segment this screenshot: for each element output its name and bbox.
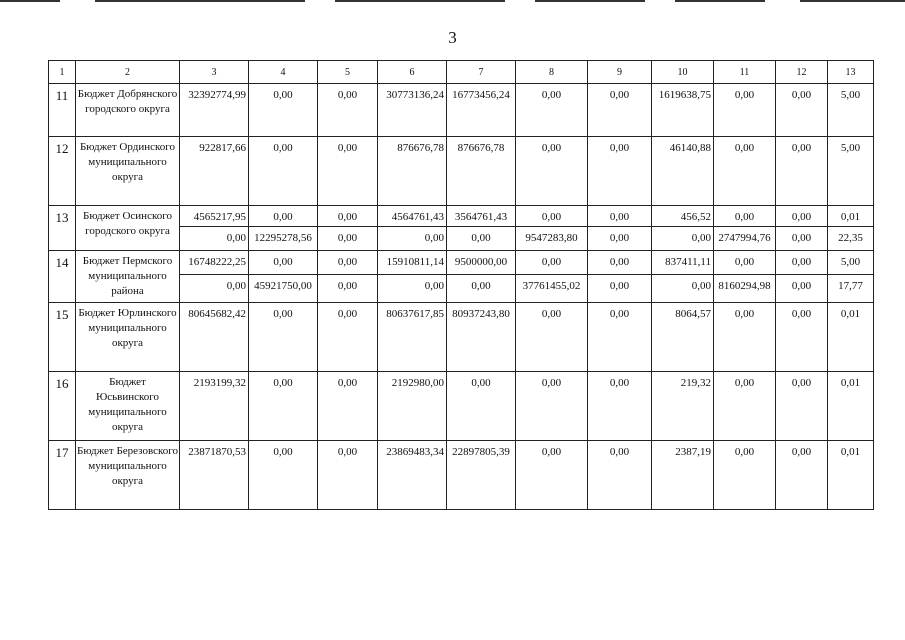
value-cell: 32392774,99: [180, 84, 249, 137]
row-number: 15: [49, 303, 76, 372]
value-cell: 922817,66: [180, 137, 249, 206]
value-cell: 0,00: [516, 372, 588, 441]
column-header: 2: [76, 61, 180, 84]
row-number: 11: [49, 84, 76, 137]
value-cell: 0,00: [516, 441, 588, 510]
top-border-segment: [800, 0, 905, 2]
value-cell: 0,00: [249, 303, 318, 372]
value-cell: 3564761,43: [447, 206, 516, 227]
value-cell: 2193199,32: [180, 372, 249, 441]
value-cell: 30773136,24: [378, 84, 447, 137]
value-cell: 0,00: [776, 137, 828, 206]
value-cell: 0,00: [776, 441, 828, 510]
value-cell: 2747994,76: [714, 227, 776, 251]
value-cell: 0,00: [588, 84, 652, 137]
value-cell: 0,00: [714, 206, 776, 227]
value-cell: 0,00: [447, 372, 516, 441]
column-header: 5: [318, 61, 378, 84]
value-cell: 0,00: [447, 227, 516, 251]
value-cell: 0,00: [776, 206, 828, 227]
column-header: 10: [652, 61, 714, 84]
value-cell: 0,00: [249, 206, 318, 227]
page-number: 3: [448, 28, 457, 47]
value-cell: 8160294,98: [714, 275, 776, 303]
value-cell: 0,00: [318, 275, 378, 303]
value-cell: 0,00: [516, 303, 588, 372]
value-cell: 5,00: [828, 84, 874, 137]
column-header: 7: [447, 61, 516, 84]
value-cell: 0,01: [828, 303, 874, 372]
column-header: 12: [776, 61, 828, 84]
table-body: [49, 84, 874, 510]
value-cell: 0,00: [776, 303, 828, 372]
value-cell: 0,00: [180, 227, 249, 251]
value-cell: 0,00: [652, 275, 714, 303]
column-header: 13: [828, 61, 874, 84]
value-cell: 876676,78: [447, 137, 516, 206]
table-row: [49, 206, 874, 227]
value-cell: 0,00: [776, 372, 828, 441]
value-cell: 0,00: [588, 372, 652, 441]
value-cell: 0,00: [588, 227, 652, 251]
top-border-segment: [95, 0, 305, 2]
value-cell: 0,00: [714, 84, 776, 137]
value-cell: 0,00: [378, 227, 447, 251]
row-number: 13: [49, 206, 76, 251]
value-cell: 0,00: [318, 206, 378, 227]
value-cell: 0,00: [776, 227, 828, 251]
value-cell: 0,00: [516, 137, 588, 206]
value-cell: 45921750,00: [249, 275, 318, 303]
table-header: [49, 61, 874, 84]
value-cell: 2387,19: [652, 441, 714, 510]
value-cell: 80645682,42: [180, 303, 249, 372]
budget-name: Бюджет Юрлинского муниципального округа: [76, 303, 180, 372]
value-cell: 0,00: [588, 206, 652, 227]
value-cell: 0,00: [249, 441, 318, 510]
value-cell: 0,00: [714, 251, 776, 275]
budget-name: Бюджет Осинского городского округа: [76, 206, 180, 251]
value-cell: 0,00: [378, 275, 447, 303]
value-cell: 5,00: [828, 251, 874, 275]
value-cell: 0,00: [588, 275, 652, 303]
table-row: [49, 137, 874, 206]
top-border-segment: [675, 0, 765, 2]
value-cell: 0,00: [318, 441, 378, 510]
column-header: 3: [180, 61, 249, 84]
row-number: 17: [49, 441, 76, 510]
value-cell: 23869483,34: [378, 441, 447, 510]
value-cell: 16773456,24: [447, 84, 516, 137]
value-cell: 0,00: [588, 441, 652, 510]
value-cell: 0,00: [318, 84, 378, 137]
value-cell: 0,00: [249, 137, 318, 206]
value-cell: 5,00: [828, 137, 874, 206]
row-number: 12: [49, 137, 76, 206]
value-cell: 9547283,80: [516, 227, 588, 251]
value-cell: 37761455,02: [516, 275, 588, 303]
value-cell: 9500000,00: [447, 251, 516, 275]
value-cell: 0,00: [180, 275, 249, 303]
table-row: [49, 251, 874, 275]
column-header: 11: [714, 61, 776, 84]
row-number: 14: [49, 251, 76, 303]
value-cell: 4564761,43: [378, 206, 447, 227]
value-cell: 0,00: [516, 251, 588, 275]
value-cell: 2192980,00: [378, 372, 447, 441]
value-cell: 80637617,85: [378, 303, 447, 372]
budget-name: Бюджет Добрянского городского округа: [76, 84, 180, 137]
budget-name: Бюджет Березовского муниципального округа: [76, 441, 180, 510]
value-cell: 0,00: [714, 137, 776, 206]
value-cell: 0,00: [318, 137, 378, 206]
value-cell: 12295278,56: [249, 227, 318, 251]
value-cell: 46140,88: [652, 137, 714, 206]
table-row: [49, 441, 874, 510]
value-cell: 0,00: [714, 441, 776, 510]
table-row: [49, 84, 874, 137]
value-cell: 0,00: [714, 303, 776, 372]
table-row: [49, 303, 874, 372]
value-cell: 219,32: [652, 372, 714, 441]
value-cell: 0,00: [318, 372, 378, 441]
value-cell: 0,00: [776, 84, 828, 137]
value-cell: 0,00: [318, 303, 378, 372]
value-cell: 1619638,75: [652, 84, 714, 137]
value-cell: 0,00: [318, 251, 378, 275]
value-cell: 0,01: [828, 372, 874, 441]
value-cell: 0,00: [249, 84, 318, 137]
value-cell: 0,00: [249, 372, 318, 441]
value-cell: 80937243,80: [447, 303, 516, 372]
value-cell: 0,00: [447, 275, 516, 303]
value-cell: 15910811,14: [378, 251, 447, 275]
table-row: [49, 372, 874, 441]
value-cell: 0,00: [588, 251, 652, 275]
value-cell: 0,00: [776, 275, 828, 303]
value-cell: 16748222,25: [180, 251, 249, 275]
column-header: 1: [49, 61, 76, 84]
column-header: 8: [516, 61, 588, 84]
top-border-segment: [0, 0, 60, 2]
value-cell: 0,01: [828, 441, 874, 510]
value-cell: 0,00: [776, 251, 828, 275]
column-header: 9: [588, 61, 652, 84]
budget-name: Бюджет Пермского муниципального района: [76, 251, 180, 303]
value-cell: 837411,11: [652, 251, 714, 275]
value-cell: 0,00: [652, 227, 714, 251]
value-cell: 0,00: [249, 251, 318, 275]
value-cell: 0,00: [588, 303, 652, 372]
value-cell: 876676,78: [378, 137, 447, 206]
budget-name: Бюджет Юсьвинского муниципального округа: [76, 372, 180, 441]
top-border-segment: [335, 0, 505, 2]
value-cell: 0,01: [828, 206, 874, 227]
value-cell: 0,00: [516, 84, 588, 137]
row-number: 16: [49, 372, 76, 441]
top-border-segment: [535, 0, 645, 2]
column-header: 6: [378, 61, 447, 84]
value-cell: 0,00: [714, 372, 776, 441]
value-cell: 0,00: [318, 227, 378, 251]
value-cell: 23871870,53: [180, 441, 249, 510]
value-cell: 8064,57: [652, 303, 714, 372]
value-cell: 17,77: [828, 275, 874, 303]
budget-name: Бюджет Ординского муниципального округа: [76, 137, 180, 206]
column-header: 4: [249, 61, 318, 84]
budget-table: [48, 60, 874, 510]
value-cell: 456,52: [652, 206, 714, 227]
value-cell: 0,00: [588, 137, 652, 206]
value-cell: 0,00: [516, 206, 588, 227]
value-cell: 4565217,95: [180, 206, 249, 227]
value-cell: 22897805,39: [447, 441, 516, 510]
value-cell: 22,35: [828, 227, 874, 251]
